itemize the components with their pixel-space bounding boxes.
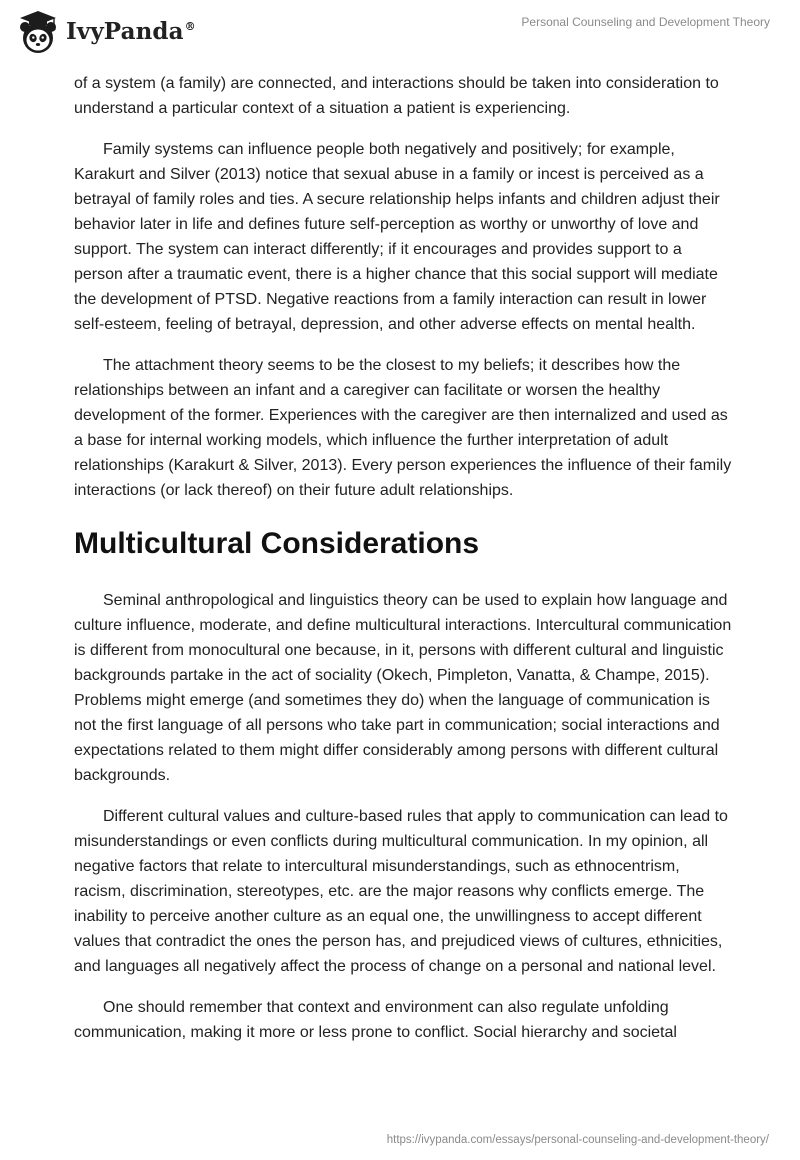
page-header xyxy=(0,0,800,62)
article-body xyxy=(74,71,734,1061)
paragraph: One should remember that context and environment can also regulate unfolding communication, making it more or less prone to conflict. Social hierarchy and societal xyxy=(74,999,677,1041)
logo[interactable] xyxy=(14,8,196,56)
paragraph: of a system (a family) are connected, and interactions should be taken into consideration to understand a particular context of a situation a patient is experiencing. xyxy=(74,75,719,117)
registered-mark: ® xyxy=(184,19,196,33)
paragraph: Different cultural values and culture-based rules that apply to communication can lead to misunderstandings or even conflicts during multicultural communication. In my opinion, all negative factors that relate to intercultural misunderstandings, such as ethnocentrism, racism, discrimination, stereotypes, etc. are the major reasons why conflicts emerge. The inability to perceive another culture as an equal one, the unwillingness to accept different values that contradict the ones the person has, and prejudiced views of cultures, ethnicities, and languages all negatively affect the process of change on a personal and national level. xyxy=(74,808,728,975)
paragraph: Seminal anthropological and linguistics theory can be used to explain how language and culture influence, moderate, and define multicultural interactions. Intercultural communication is different from monocultural one because, in it, persons with different cultural and linguistic backgrounds partake in the act of sociality (Okech, Pimpleton, Vanatta, & Champe, 2015). Problems might emerge (and sometimes they do) when the language of communication is not the first language of all persons who take part in communication; social interactions and expectations related to them might differ considerably among persons with different cultural backgrounds. xyxy=(74,592,732,784)
source-url[interactable]: https://ivypanda.com/essays/personal-counseling-and-development-theory/ xyxy=(386,1134,769,1146)
brand-name: IvyPanda® xyxy=(66,17,196,45)
section-heading: Multicultural Considerations xyxy=(74,527,480,560)
paragraph: The attachment theory seems to be the closest to my beliefs; it describes how the relationships between an infant and a caregiver can facilitate or worsen the healthy development of the former. Experiences with the caregiver are then internalized and used as a base for internal working models, which influence the further interpretation of adult relationships (Karakurt & Silver, 2013). Every person experiences the influence of their family interactions (or lack thereof) on their future adult relationships. xyxy=(74,357,732,499)
paragraph: Family systems can influence people both negatively and positively; for example, Karakurt and Silver (2013) notice that sexual abuse in a family or incest is perceived as a betrayal of family roles and ties. A secure relationship helps infants and children adjust their behavior later in life and defines future self-perception as worthy or unworthy of love and support. The system can interact differently; if it encourages and provides support to a person after a traumatic event, there is a higher chance that this social support will mediate the development of PTSD. Negative reactions from a family interaction can result in lower self-esteem, feeling of betrayal, depression, and other adverse effects on mental health. xyxy=(74,141,720,333)
document-title: Personal Counseling and Development Theory xyxy=(521,15,770,29)
panda-graduate-icon xyxy=(14,8,62,56)
